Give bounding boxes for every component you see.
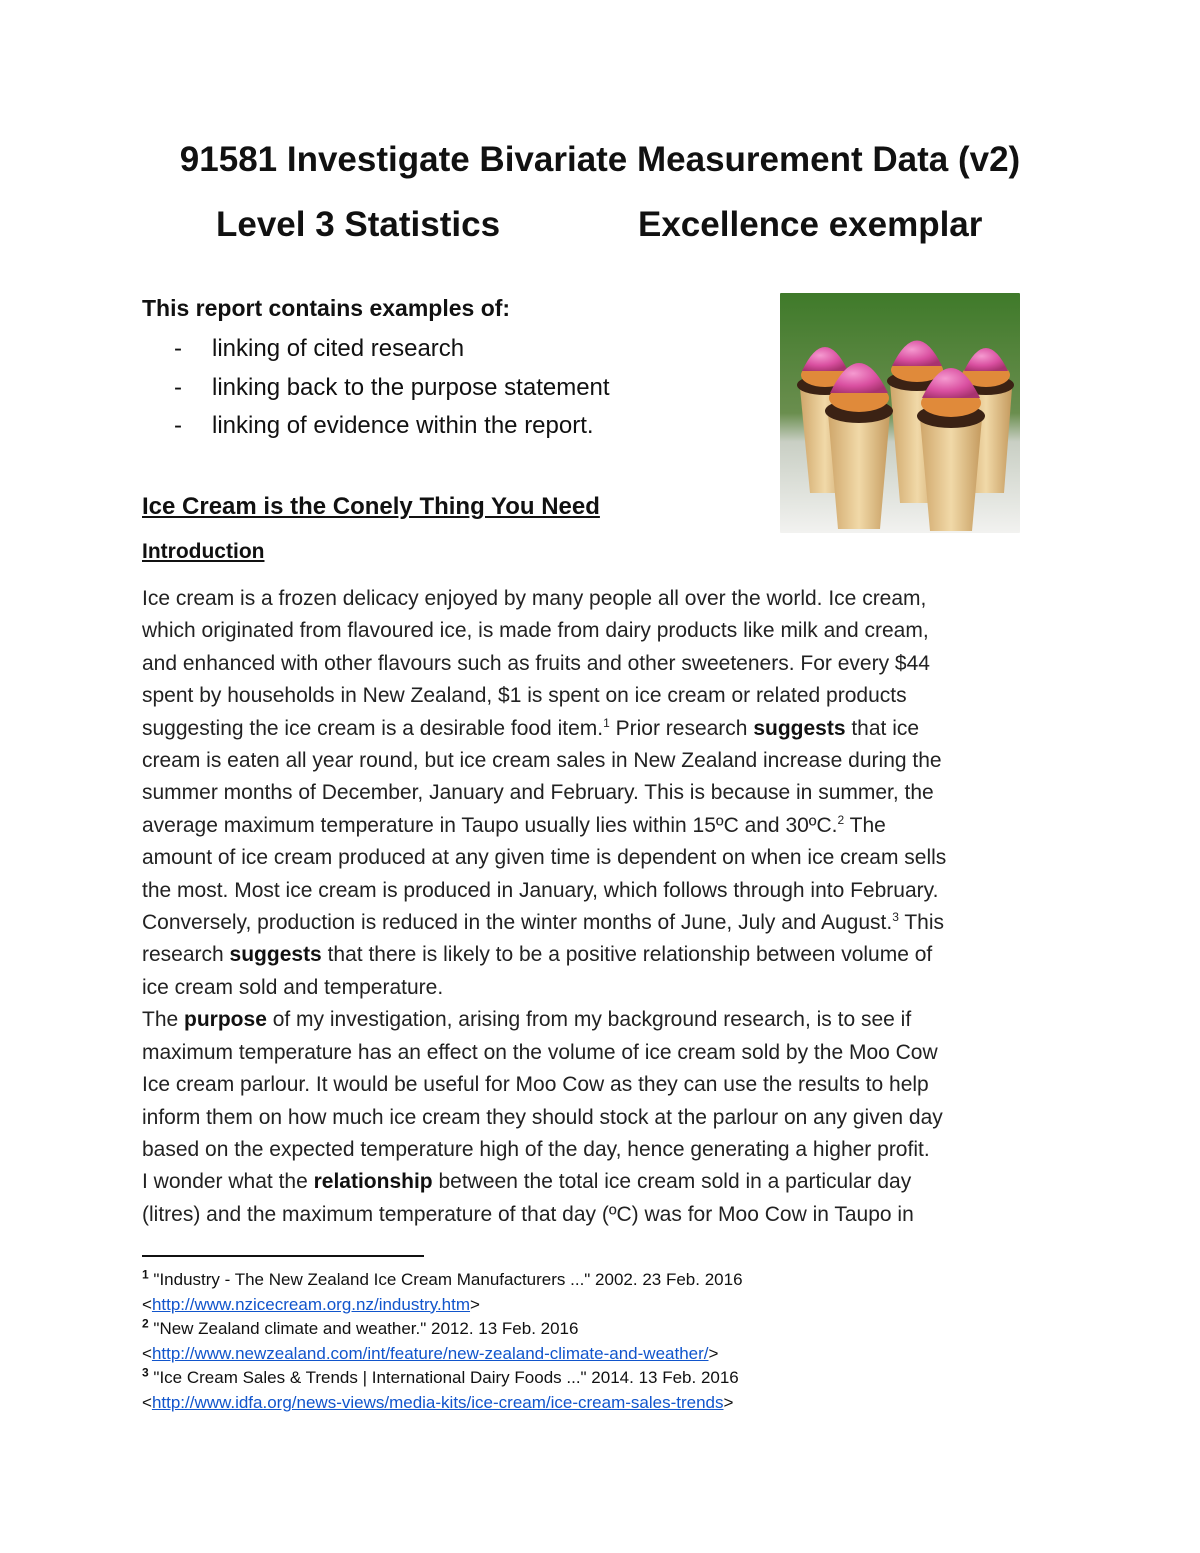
body-line: the most. Most ice cream is produced in January, which follows through into February. <box>142 878 939 902</box>
footnote-number: 1 <box>142 1267 149 1282</box>
footnote-text: $^2$ "New Zealand climate and weather." 2012. 13 Feb. 2016 <box>142 1316 579 1338</box>
body-line: average maximum temperature in Taupo usually lies within 15ºC and 30ºC.$^2$ The <box>142 812 886 837</box>
body-line: summer months of December, January and February. This is because in summer, the <box>142 781 934 805</box>
footnote-number: 3 <box>142 1365 149 1380</box>
footnote-link-line: <http://www.newzealand.com/int/feature/new-zealand-climate-and-weather/> <box>142 1343 719 1363</box>
footnote-ref: 2 <box>837 812 845 827</box>
list-item: - linking back to the purpose statement <box>142 369 610 408</box>
emphasis-word: purpose <box>184 1008 267 1032</box>
bullet-dash: - <box>174 412 182 439</box>
body-line: cream is eaten all year round, but ice cream sales in New Zealand increase during the <box>142 749 942 773</box>
footnote-link-line: <http://www.idfa.org/news-views/media-kits/ice-cream/ice-cream-sales-trends> <box>142 1392 734 1412</box>
body-line: and enhanced with other flavours such as fruits and other sweeteners. For every $44 <box>142 651 930 675</box>
body-line: I wonder what the relationship between the total ice cream sold in a particular day <box>142 1170 912 1194</box>
level-label: Level 3 Statistics <box>216 205 501 244</box>
footnote-ref: 1 <box>603 715 610 730</box>
footnote-link[interactable]: http://www.newzealand.com/int/feature/new-zealand-climate-and-weather/ <box>151 1343 709 1363</box>
list-item: - linking of evidence within the report. <box>142 407 610 446</box>
bullet-dash: - <box>174 335 182 362</box>
document-title: 91581 Investigate Bivariate Measurement Data (v2) <box>179 140 1021 179</box>
ice-cream-photo <box>780 293 1020 533</box>
introduction-heading: Introduction <box>142 540 265 563</box>
introduction-body <box>142 583 1062 1231</box>
body-line: maximum temperature has an effect on the volume of ice cream sold by the Moo Cow <box>142 1040 938 1064</box>
footnote-link[interactable]: http://www.nzicecream.org.nz/industry.htm <box>151 1294 471 1314</box>
body-line: inform them on how much ice cream they should stock at the parlour on any given day <box>142 1105 943 1129</box>
footnote-divider <box>142 1255 424 1257</box>
report-title: Ice Cream is the Conely Thing You Need <box>142 493 600 520</box>
body-line: amount of ice cream produced at any given time is dependent on when ice cream sells <box>142 846 947 870</box>
body-line: (litres) and the maximum temperature of that day (ºC) was for Moo Cow in Taupo in <box>142 1202 914 1226</box>
bullet-dash: - <box>174 373 182 401</box>
body-line: Ice cream is a frozen delicacy enjoyed by many people all over the world. Ice cream, <box>142 587 927 610</box>
footnote-link[interactable]: http://www.idfa.org/news-views/media-kits/ice-cream/ice-cream-sales-trends <box>151 1392 724 1412</box>
contains-list <box>142 330 610 446</box>
emphasis-word: suggests <box>753 716 846 740</box>
emphasis-word: relationship <box>313 1170 433 1194</box>
body-line: which originated from flavoured ice, is made from dairy products like milk and cream, <box>142 619 929 643</box>
footnote-text: $^1$ "Industry - The New Zealand Ice Cream Manufacturers ..." 2002. 23 Feb. 2016 <box>142 1267 743 1289</box>
footnote-number: 2 <box>142 1316 149 1331</box>
body-line: ice cream sold and temperature. <box>142 975 444 999</box>
body-line: Ice cream parlour. It would be useful for Moo Cow as they can use the results to help <box>142 1073 929 1097</box>
body-line: spent by households in New Zealand, $1 is spent on ice cream or related products <box>142 684 907 708</box>
body-line: research suggests that there is likely to be a positive relationship between volume of <box>142 943 933 967</box>
body-line: The purpose of my investigation, arising from my background research, is to see if <box>142 1008 912 1032</box>
body-line: based on the expected temperature high of the day, hence generating a higher profit. <box>142 1137 930 1161</box>
body-line: Conversely, production is reduced in the winter months of June, July and August.$^3$ This <box>142 910 945 935</box>
footnotes <box>142 1268 1062 1415</box>
footnote-link-line: <http://www.nzicecream.org.nz/industry.htm> <box>142 1294 480 1314</box>
emphasis-word: suggests <box>229 943 322 967</box>
list-item: - linking of cited research <box>142 330 610 369</box>
footnote-text: $^3$ "Ice Cream Sales & Trends | International Dairy Foods ..." 2014. 13 Feb. 2016 <box>142 1365 739 1387</box>
contains-heading: This report contains examples of: <box>142 295 511 321</box>
grade-label: Excellence exemplar <box>638 205 983 244</box>
footnote-ref: 3 <box>892 910 899 925</box>
body-line: suggesting the ice cream is a desirable food item.$^1$ Prior research suggests that ice <box>142 715 920 740</box>
